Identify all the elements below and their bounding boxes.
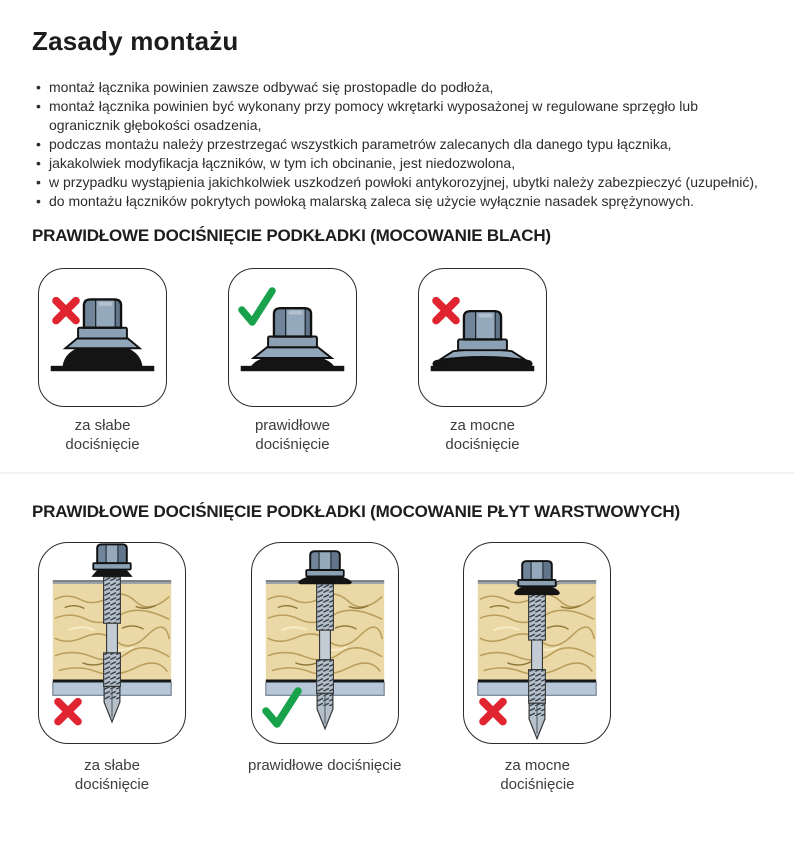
rule-item: • w przypadku wystąpienia jakichkolwiek uszkodzeń powłoki antykorozyjnej, ubytki należy zabezpieczyć (uzupełnić), (36, 173, 762, 192)
card-plyty-za-mocne (463, 542, 611, 794)
assembly-rules-list (36, 78, 762, 211)
diagram-card (38, 268, 167, 407)
panel-fixing-cards (38, 542, 794, 794)
card-caption: za mocne dociśnięcie (500, 757, 575, 793)
rule-item: • montaż łącznika powinien zawsze odbywać się prostopadle do podłoża, (36, 78, 762, 97)
rule-item: • montaż łącznika powinien być wykonany przy pomocy wkrętarki wyposażonej w regulowane sprzęgło lub ogranicznik głębokości osadzenia, (36, 97, 762, 135)
rule-item: • podczas montażu należy przestrzegać wszystkich parametrów zalecanych dla danego typu łącznika, (36, 135, 762, 154)
diagram-card (38, 542, 186, 744)
card-caption: za mocne dociśnięcie (445, 417, 520, 453)
card-blachy-za-mocne (418, 268, 547, 454)
section2-heading: PRAWIDŁOWE DOCIŚNIĘCIE PODKŁADKI (MOCOWANIE PŁYT WARSTWOWYCH) (32, 502, 680, 521)
card-caption: za słabe dociśnięcie (65, 417, 140, 453)
diagram-card (228, 268, 357, 407)
section1-heading: PRAWIDŁOWE DOCIŚNIĘCIE PODKŁADKI (MOCOWANIE BLACH) (32, 226, 551, 245)
bolt-washer-illustration (419, 269, 546, 406)
check-icon (238, 287, 276, 327)
check-icon (262, 687, 302, 729)
diagram-card (463, 542, 611, 744)
page-title: Zasady montażu (32, 26, 239, 56)
x-icon (52, 295, 80, 326)
card-caption: prawidłowe dociśnięcie (248, 757, 402, 774)
rule-item: • do montażu łączników pokrytych powłoką malarską zaleca się użycie wyłącznie nasadek sprężynowych. (36, 192, 762, 211)
card-caption: prawidłowe dociśnięcie (254, 417, 331, 453)
x-icon (54, 696, 82, 727)
document-page (0, 26, 794, 846)
card-caption: za słabe dociśnięcie (74, 757, 150, 793)
card-blachy-prawidlowe (228, 268, 357, 454)
card-blachy-za-slabe (38, 268, 167, 454)
rule-item: • jakakolwiek modyfikacja łączników, w tym ich obcinanie, jest niedozwolona, (36, 154, 762, 173)
diagram-card (251, 542, 399, 744)
bolt-washer-illustration (39, 269, 166, 406)
x-icon (432, 295, 460, 326)
card-plyty-prawidlowe (248, 542, 401, 794)
sheet-fixing-cards (38, 268, 794, 454)
diagram-card (418, 268, 547, 407)
card-plyty-za-slabe (38, 542, 186, 794)
section-divider (0, 472, 794, 474)
x-icon (479, 696, 507, 727)
